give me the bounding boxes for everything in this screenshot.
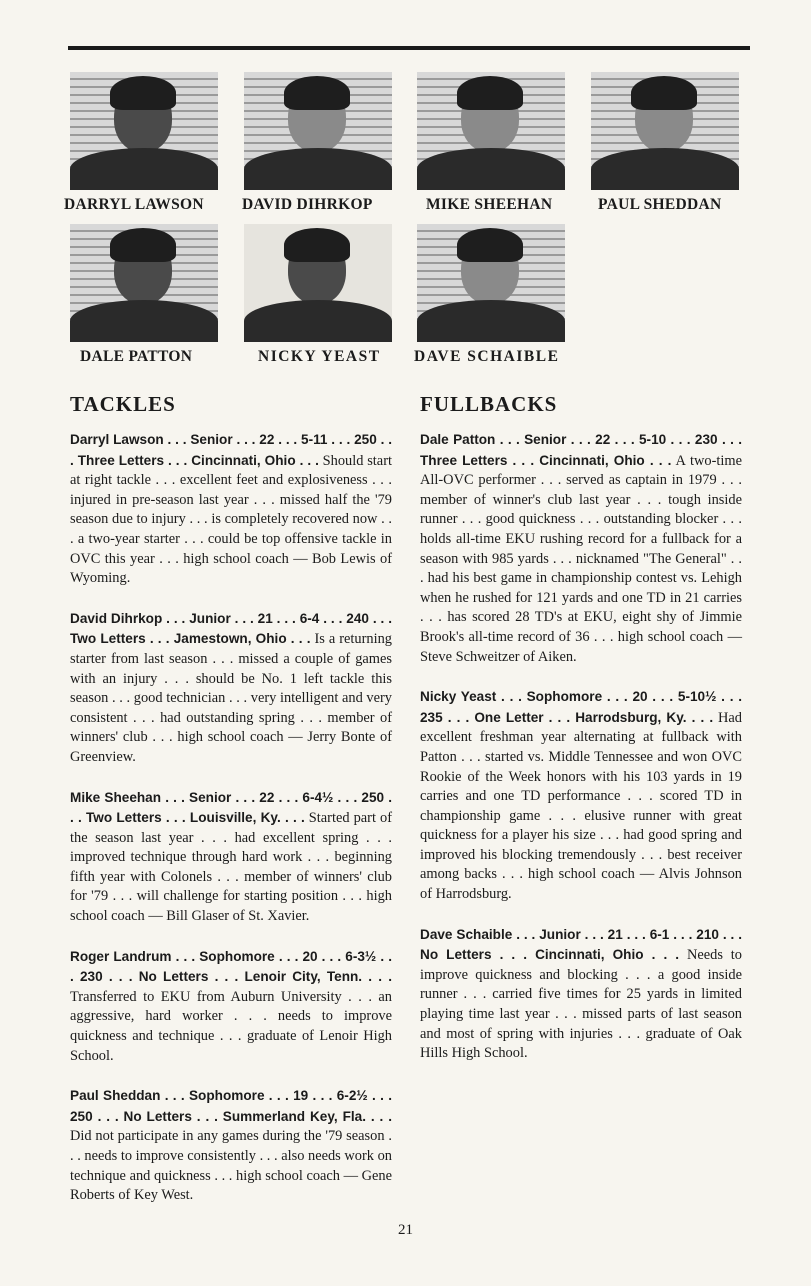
page-number: 21 <box>398 1222 413 1238</box>
player-name: DALE PATTON <box>80 348 193 365</box>
bio-header: Darryl Lawson . . . Senior . . . 22 . . . 5-11 . . . 250 . . . Three Letters . . . Cincinnati, Ohio . . . <box>70 432 392 468</box>
player-name: PAUL SHEDDAN <box>598 196 722 213</box>
hair-silhouette <box>457 76 523 110</box>
bio-header: Dave Schaible . . . Junior . . . 21 . . . 6-1 . . . 210 . . . No Letters . . . Cincinnati, Ohio . . . <box>420 926 742 963</box>
player-bio <box>70 609 392 768</box>
player-bio <box>70 1086 392 1206</box>
player-bio <box>420 430 742 667</box>
photo-mike-sheehan <box>417 72 565 190</box>
bio-text: Needs to improve quickness and blocking . . . a good inside runner . . . carried five times for 25 yards in limited playing time last year . . . missed parts of last season and most of spring with injuries . . . graduate of Oak Hills High School. <box>420 947 742 1062</box>
bio-header: Roger Landrum . . . Sophomore . . . 20 . . . 6-3½ . . . 230 . . . No Letters . . . Lenoir City, Tenn. . . . <box>70 948 392 985</box>
jersey-silhouette <box>244 148 392 190</box>
tackles-column <box>70 430 392 1226</box>
bio-header: David Dihrkop . . . Junior . . . 21 . . . 6-4 . . . 240 . . . Two Letters . . . Jamestown, Ohio . . . <box>70 610 392 647</box>
hair-silhouette <box>284 228 350 262</box>
bio-text: Started part of the season last year . . . had excellent spring . . . improved technique through hard work . . . beginning fifth year with Colonels . . . member of winners' club for '79 . . . will challenge for starting position . . . high school coach — Bill Glaser of St. Xavier. <box>70 810 392 925</box>
hair-silhouette <box>110 76 176 110</box>
jersey-silhouette <box>70 300 218 342</box>
photo-darryl-lawson <box>70 72 218 190</box>
photo-david-dihrkop <box>244 72 392 190</box>
player-bio <box>420 925 742 1064</box>
hair-silhouette <box>110 228 176 262</box>
bio-text: Is a returning starter from last season . . . missed a couple of games with an injury . . . should be No. 1 left tackle this season . . . good technician . . . very intelligent and very consistent . . . had outstanding spring . . . member of winners' club . . . high school coach — Jerry Bonte of Greenview. <box>70 631 392 765</box>
player-bio <box>70 788 392 927</box>
player-name: MIKE SHEEHAN <box>426 196 553 213</box>
bio-header: Mike Sheehan . . . Senior . . . 22 . . . 6-4½ . . . 250 . . . Two Letters . . . Louisville, Ky. . . . <box>70 789 392 826</box>
bio-header: Dale Patton . . . Senior . . . 22 . . . 5-10 . . . 230 . . . Three Letters . . . Cincinnati, Ohio . . . <box>420 432 742 468</box>
photo-nicky-yeast <box>244 224 392 342</box>
top-rule <box>68 46 750 50</box>
section-heading-tackles: TACKLES <box>70 392 176 416</box>
hair-silhouette <box>457 228 523 262</box>
jersey-silhouette <box>417 300 565 342</box>
bio-text: Did not participate in any games during the '79 season . . . needs to improve consistently . . . also needs work on technique and quickness . . . high school coach — Gene Roberts of Key West. <box>70 1128 392 1204</box>
bio-text: Transferred to EKU from Auburn University . . . an aggressive, hard worker . . . needs to improve quickness and technique . . . graduate of Lenoir High School. <box>70 988 392 1064</box>
bio-header: Nicky Yeast . . . Sophomore . . . 20 . . . 5-10½ . . . 235 . . . One Letter . . . Harrodsburg, Ky. . . . <box>420 689 742 725</box>
section-heading-fullbacks: FULLBACKS <box>420 392 558 416</box>
player-bio <box>70 430 392 589</box>
hair-silhouette <box>631 76 697 110</box>
player-name: NICKY YEAST <box>258 348 381 365</box>
player-name: DAVE SCHAIBLE <box>414 348 560 365</box>
jersey-silhouette <box>417 148 565 190</box>
jersey-silhouette <box>591 148 739 190</box>
bio-text: A two-time All-OVC performer . . . served as captain in 1979 . . . member of winner's club last year . . . tough inside runner . . . good quickness . . . outstanding blocker . . . holds all-time EKU rushing record for a fullback for a season with 985 yards . . . nicknamed "The General" . . . had his best game in championship contest vs. Lehigh when he rushed for 121 yards and one TD in 21 carries . . . has scored 28 TD's at EKU, eight shy of Jimmie Brook's all-time record of 36 . . . high school coach — Steve Schweitzer of Aiken. <box>420 452 742 665</box>
jersey-silhouette <box>70 148 218 190</box>
fullbacks-column <box>420 430 742 1084</box>
photo-dave-schaible <box>417 224 565 342</box>
player-bio <box>420 687 742 905</box>
player-bio <box>70 947 392 1067</box>
hair-silhouette <box>284 76 350 110</box>
player-name: DARRYL LAWSON <box>64 196 204 213</box>
photo-dale-patton <box>70 224 218 342</box>
bio-text: Should start at right tackle . . . excellent feet and explosiveness . . . injured in pre-season last year . . . missed half the '79 season due to injury . . . is completely recovered now . . . a two-year starter . . . could be top offensive tackle in OVC this year . . . high school coach — Bob Lewis of Wyoming. <box>70 452 392 587</box>
jersey-silhouette <box>244 300 392 342</box>
photo-paul-sheddan <box>591 72 739 190</box>
bio-text: Had excellent freshman year alternating at fullback with Patton . . . started vs. Middle Tennessee and won OVC Rookie of the Week honors with his 103 yards in 19 carries and one TD performance . . . scored TD in championship game . . . elusive runner with great quickness for a player his size . . . had good spring and improved his blocking tremendously . . . best receiver among backs . . . high school coach — Alvis Johnson of Harrodsburg. <box>420 709 742 903</box>
bio-header: Paul Sheddan . . . Sophomore . . . 19 . . . 6-2½ . . . 250 . . . No Letters . . . Summerland Key, Fla. . . . <box>70 1088 392 1124</box>
player-name: DAVID DIHRKOP <box>242 196 373 213</box>
